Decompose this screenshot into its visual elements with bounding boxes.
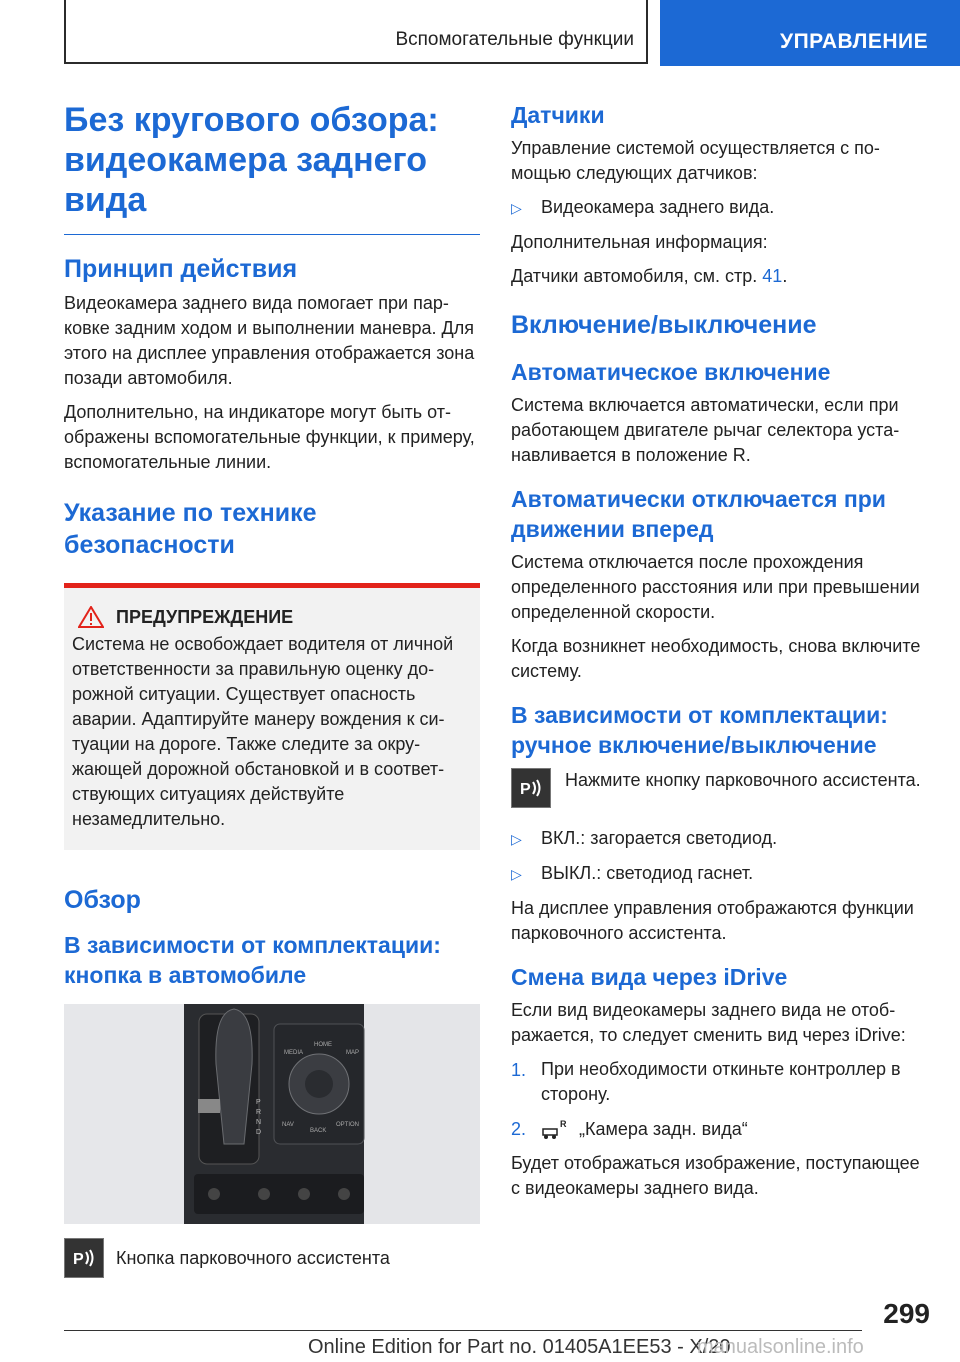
sensors-heading: Датчики [511, 102, 605, 128]
left-column [64, 100, 480, 1278]
additional-info: Дополнительная информация: [511, 232, 768, 252]
park-assist-button-icon [64, 1238, 104, 1278]
console-label-nav: NAV [282, 1122, 294, 1128]
safety-heading: Указание по технике безопасности [64, 499, 317, 559]
park-assist-button-icon [511, 768, 551, 808]
bullet-triangle-icon: ▷ [511, 200, 522, 216]
auto-on-heading: Автоматическое включение [511, 359, 831, 385]
auto-off-paragraph-2: Когда возникнет необходимость, снова включите систему. [511, 636, 921, 681]
chapter-title: УПРАВЛЕНИЕ [780, 30, 929, 53]
footer-divider [64, 1330, 862, 1331]
svg-text:R: R [560, 1119, 567, 1129]
button-caption-row [64, 1238, 480, 1278]
sensors-paragraph: Управление системой осуществляется с помощью следующих датчиков: [511, 138, 880, 183]
step-item: 1. При необходимости откиньте контроллер в сторону. [511, 1059, 901, 1104]
right-column [511, 100, 931, 1210]
warning-title: ПРЕДУПРЕЖДЕНИЕ [116, 606, 294, 627]
console-label-option: OPTION [336, 1122, 360, 1128]
bullet-triangle-icon: ▷ [511, 831, 522, 847]
svg-text:P: P [520, 781, 531, 798]
rear-camera-icon [541, 1117, 571, 1141]
manual-paragraph-2: На дисплее управления отображаются функции парковочного ассистента. [511, 898, 914, 943]
warning-box [64, 583, 480, 850]
gear-label-r: R [256, 1109, 262, 1116]
list-item: ▷ ВЫКЛ.: светодиод гаснет. [511, 861, 931, 887]
console-label-media: MEDIA [284, 1050, 304, 1056]
section-title: Вспомогательные функции [395, 29, 634, 50]
console-label-map: MAP [346, 1050, 360, 1056]
page-link[interactable]: 41 [762, 266, 783, 286]
variant-heading: В зависимости от комплектации: кнопка в автомобиле [64, 932, 441, 988]
button-caption: Кнопка парковочного ассистента [116, 1247, 390, 1268]
bullet-triangle-icon: ▷ [511, 866, 522, 882]
auto-off-paragraph-1: Система отключается после прохождения определенного расстояния или при превышении определенной скорости. [511, 552, 920, 622]
sensors-reference: Датчики автомобиля, см. стр. 41. [511, 266, 788, 286]
principle-paragraph-1: Видеокамера заднего вида помогает при парковке задним ходом и выполнении маневра. Для этого на дисплее управления отображается зона позади автомобиля. [64, 293, 475, 388]
manual-instruction-row [511, 768, 931, 808]
watermark: manualsonline.info [697, 1336, 864, 1358]
auto-on-paragraph: Система включается автоматически, если при работающем двигателе рычаг селектора устанавливается в положение R. [511, 395, 900, 465]
idrive-heading: Смена вида через iDrive [511, 964, 788, 990]
gear-label-p: P [256, 1099, 261, 1106]
step-item: 2. R „Камера задн. вида“ [511, 1118, 748, 1139]
manual-heading: В зависимости от комплектации: ручное включение/выключение [511, 702, 888, 758]
warning-triangle-icon [78, 606, 104, 628]
page-number: 299 [883, 1298, 930, 1329]
list-item: ▷ ВКЛ.: загорается светодиод. [511, 826, 931, 852]
page-header [0, 0, 960, 66]
warning-text: Система не освобождает водителя от личной ответственности за правильную оценку дорожной ситуации. Существует опасность аварии. Адаптируйте манеру вождения к ситуации на дороге. Также следите за окружающей дорожной обстановкой и в соответствующих ситуациях действуйте незамедлительно. [72, 634, 454, 829]
svg-text:P: P [73, 1251, 84, 1268]
list-item: ▷ Видеокамера заднего вида. [511, 195, 931, 221]
console-label-home: HOME [314, 1042, 332, 1048]
chapter-tab[interactable] [660, 0, 960, 66]
onoff-heading: Включение/выключение [511, 311, 817, 339]
overview-heading: Обзор [64, 886, 141, 914]
console-label-back: BACK [310, 1128, 327, 1134]
gear-label-d: D [256, 1129, 262, 1136]
page-title: Без кругового обзора: видеокамера заднего вида [64, 101, 439, 219]
principle-paragraph-2: Дополнительно, на индикаторе могут быть отображены вспомогательные функции, к примеру, вспомогательные линии. [64, 402, 475, 472]
idrive-paragraph: Если вид видеокамеры заднего вида не отображается, то следует сменить вид через iDrive: [511, 1000, 906, 1045]
idrive-paragraph-2: Будет отображаться изображение, поступающее с видеокамеры заднего вида. [511, 1153, 920, 1198]
principle-heading: Принцип действия [64, 255, 298, 283]
manual-paragraph: Нажмите кнопку парковочного ассистента. [565, 770, 921, 790]
auto-off-heading: Автоматически отключается при движении вперед [511, 486, 886, 542]
gear-label-n: N [256, 1119, 262, 1126]
center-console-photo [64, 1004, 480, 1224]
title-divider [64, 234, 480, 235]
edition-footer: Online Edition for Part no. 01405A1EE53 - X/20 [308, 1336, 731, 1358]
section-header-box [64, 0, 648, 64]
